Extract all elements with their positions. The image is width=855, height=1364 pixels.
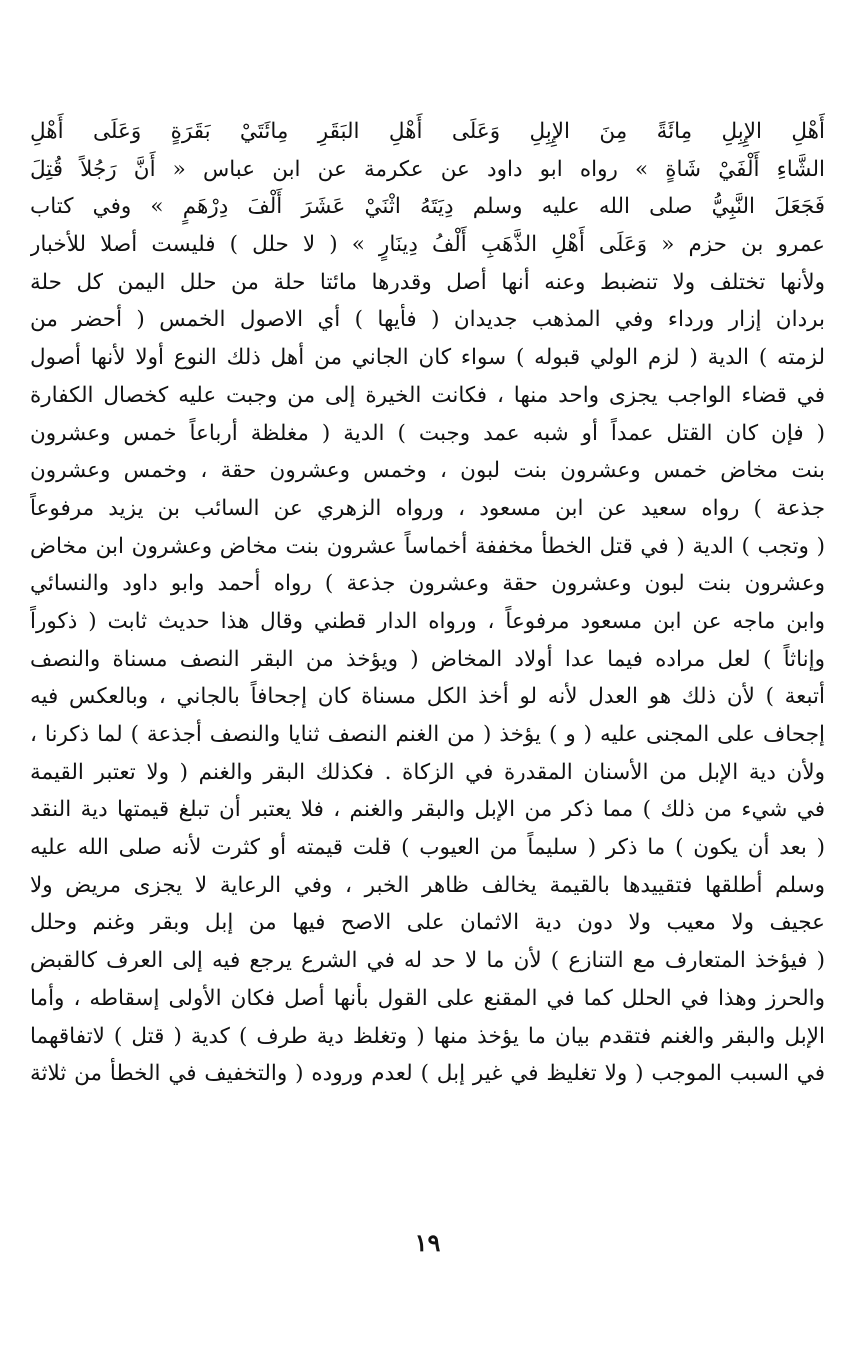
text-line: عمرو بن حزم « وَعَلَى أَهْلِ الذَّهَبِ أَلْفُ دِينَارٍ » ( لا حلل ) فليست أصلا للأخبار <box>30 232 825 258</box>
text-line: أتبعة ) لأن ذلك هو العدل لأنه لو أخذ الكل مسناة كان إجحافاً بالجاني ، وبالعكس فيه <box>30 684 825 710</box>
text-line: وسلم أطلقها فتقييدها بالقيمة يخالف ظاهر الخبر ، وفي الرعاية لا يجزى مريض ولا <box>30 872 825 898</box>
text-line: في السبب الموجب ( ولا تغليظ في غير إبل ) لعدم وروده ( والتخفيف في الخطأ من ثلاثة <box>30 1061 825 1087</box>
text-line: والحرز وهذا في الحلل كما في المقنع على القول بأنها أصل فكان الأولى إسقاطه ، وأما <box>30 985 825 1011</box>
text-line: ( فيؤخذ المتعارف مع التنازع ) لأن ما لا حد له في الشرع يرجع فيه إلى العرف كالقبض <box>30 948 825 974</box>
text-line: ( فإن كان القتل عمداً أو شبه عمد وجبت ) الدية ( مغلظة أرباعاً خمس وعشرون <box>30 420 825 446</box>
body-text <box>30 113 825 1093</box>
text-line: في شيء من ذلك ) مما ذكر من الإبل والبقر والغنم ، فلا يعتبر أن تبلغ قيمتها دية النقد <box>30 797 825 823</box>
text-line: الشَّاءِ أَلْفَيْ شَاةٍ » رواه ابو داود عن عكرمة عن ابن عباس « أَنَّ رَجُلاً قُتِلَ <box>30 156 825 182</box>
text-line: وإناثاً ) لعل مراده فيما عدا أولاد المخاض ( ويؤخذ من البقر النصف مسناة والنصف <box>30 646 825 672</box>
text-line: ( بعد أن يكون ) ما ذكر ( سليماً من العيوب ) قلت قيمته أو كثرت لأنه صلى الله عليه <box>30 835 825 861</box>
text-line: ولأنها تختلف ولا تنضبط وعنه أنها أصل وقدرها مائتا حلة من حلل اليمن كل حلة <box>30 269 825 295</box>
text-line: فَجَعَلَ النَّبِيُّ صلى الله عليه وسلم دِيَتَهُ اثْنَيْ عَشَرَ أَلْفَ دِرْهَمٍ » وفي كتاب <box>30 194 825 220</box>
text-line: إجحاف على المجنى عليه ( و ) يؤخذ ( من الغنم النصف ثنايا والنصف أجذعة ) لما ذكرنا ، <box>30 722 825 747</box>
text-line: جذعة ) رواه سعيد عن ابن مسعود ، ورواه الزهري عن السائب بن يزيد مرفوعاً <box>30 495 825 521</box>
text-line: أَهْلِ الإِبِلِ مِائَةً مِنَ الإِبِلِ وَعَلَى أَهْلِ البَقَرِ مِائَتَيْ بَقَرَةٍ وَعَلَى أَهْلِ <box>30 119 825 144</box>
text-line: ( وتجب ) الدية ( في قتل الخطأ مخففة أخماساً عشرون بنت مخاض وعشرون ابن مخاض <box>30 533 825 559</box>
text-line: الإبل والبقر والغنم فتقدم بيان ما يؤخذ منها ( وتغلظ دية طرف ) كدية ( قتل ) لاتفاقهما <box>30 1023 825 1049</box>
text-line: لزمته ) الدية ( لزم الولي قبوله ) سواء كان الجاني من أهل ذلك النوع أولا لأنها أصول <box>30 345 825 371</box>
text-line: وعشرون بنت لبون وعشرون حقة وعشرون جذعة ) رواه أحمد وابو داود والنسائي <box>30 571 825 597</box>
text-line: ولأن دية الإبل من الأسنان المقدرة في الزكاة . فكذلك البقر والغنم ( ولا تعتبر القيمة <box>30 759 825 785</box>
page-number: ١٩ <box>414 1228 441 1257</box>
text-line: بنت مخاض خمس وعشرون بنت لبون ، وخمس وعشرون حقة ، وخمس وعشرون <box>30 458 825 484</box>
text-line: عجيف ولا معيب ولا دون دية الاثمان على الاصح فيها من إبل وبقر وغنم وحلل <box>30 910 825 936</box>
text-line: بردان إزار ورداء وفي المذهب جديدان ( فأيها ) أي الاصول الخمس ( أحضر من <box>30 307 825 333</box>
text-line: في قضاء الواجب يجزى واحد منها ، فكانت الخيرة إلى من وجبت عليه كخصال الكفارة <box>30 382 825 408</box>
text-line: وابن ماجه عن ابن مسعود مرفوعاً ، ورواه الدار قطني وقال هذا حديث ثابت ( ذكوراً <box>30 608 825 634</box>
